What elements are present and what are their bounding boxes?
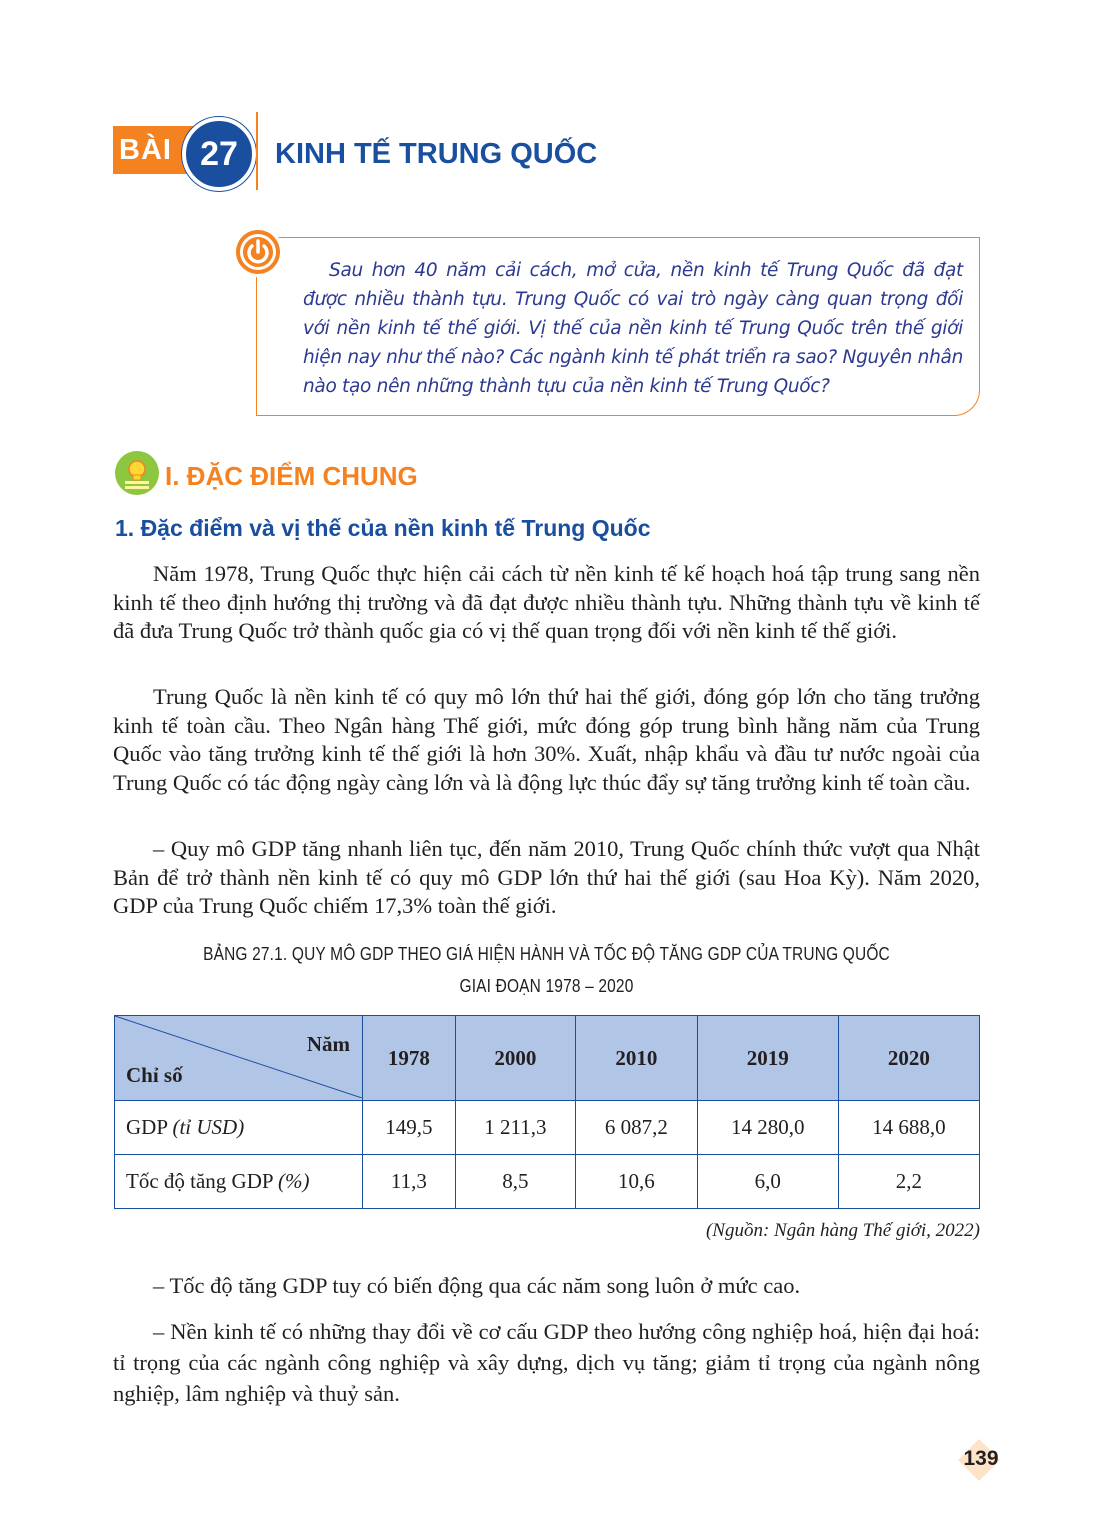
section-title: I. ĐẶC ĐIỂM CHUNG <box>165 461 418 491</box>
lesson-tab: BÀI <box>113 126 193 174</box>
paragraph: Trung Quốc là nền kinh tế có quy mô lớn thứ hai thế giới, đóng góp lớn cho tăng trưởng kinh tế toàn cầu. Theo Ngân hàng Thế giới, mức đóng góp trung bình hằng năm của Trung Quốc vào tăng trưởng kinh tế thế giới là hơn 30%. Xuất, nhập khẩu và đầu tư nước ngoài của Trung Quốc có tác động ngày càng lớn và là động lực thúc đẩy sự tăng trưởng kinh tế toàn cầu. <box>113 684 980 795</box>
year-header: 2019 <box>697 1016 838 1101</box>
paragraph: Năm 1978, Trung Quốc thực hiện cải cách từ nền kinh tế kế hoạch hoá tập trung sang nền kinh tế theo định hướng thị trường và đã đạt được nhiều thành tựu. Những thành tựu về kinh tế đã đưa Trung Quốc trở thành quốc gia có vị thế quan trọng đối với nền kinh tế thế giới. <box>113 561 980 643</box>
table-cell: 6 087,2 <box>576 1101 698 1155</box>
lightbulb-icon <box>114 450 160 496</box>
year-header: 1978 <box>363 1016 456 1101</box>
corner-year-label: Năm <box>306 1032 350 1056</box>
table-source: (Nguồn: Ngân hàng Thế giới, 2022) <box>705 1220 980 1241</box>
table-cell: 14 688,0 <box>838 1101 979 1155</box>
paragraph: – Tốc độ tăng GDP tuy có biến động qua các năm song luôn ở mức cao. <box>153 1273 801 1298</box>
table-caption-period: GIAI ĐOẠN 1978 – 2020 <box>459 976 634 996</box>
table-cell: 2,2 <box>838 1155 979 1209</box>
table-cell: 11,3 <box>363 1155 456 1209</box>
table-cell: 149,5 <box>363 1101 456 1155</box>
table-cell: 14 280,0 <box>697 1101 838 1155</box>
corner-index-label: Chỉ số <box>126 1063 183 1087</box>
lesson-title: KINH TẾ TRUNG QUỐC <box>275 138 598 170</box>
subsection-title: 1. Đặc điểm và vị thế của nền kinh tế Trung Quốc <box>115 515 651 541</box>
header-divider <box>256 112 258 190</box>
table-cell: 1 211,3 <box>455 1101 575 1155</box>
power-icon <box>233 227 283 277</box>
intro-text <box>303 256 963 401</box>
table-corner-cell <box>115 1016 363 1101</box>
year-header: 2000 <box>455 1016 575 1101</box>
row-label <box>115 1155 363 1209</box>
table-cell: 6,0 <box>697 1155 838 1209</box>
row-label-text: GDP <box>126 1115 173 1139</box>
table-header-row <box>115 1016 980 1101</box>
lesson-header <box>113 112 713 190</box>
lesson-number-badge: 27 <box>182 117 256 191</box>
year-header: 2010 <box>576 1016 698 1101</box>
intro-text-content: Sau hơn 40 năm cải cách, mở cửa, nền kinh tế Trung Quốc đã đạt được nhiều thành tựu. Trung Quốc có vai trò ngày càng quan trọng đối với nền kinh tế thế giới. Vị thế của nền kinh tế Trung Quốc trên thế giới hiện nay như thế nào? Các ngành kinh tế phát triển ra sao? Nguyên nhân nào tạo nên những thành tựu của nền kinh tế Trung Quốc? <box>303 260 963 397</box>
row-label-unit: (%) <box>278 1169 310 1193</box>
table-cell: 10,6 <box>576 1155 698 1209</box>
paragraph: – Nền kinh tế có những thay đổi về cơ cấu GDP theo hướng công nghiệp hoá, hiện đại hoá: tỉ trọng của các ngành công nghiệp và xây dựng, dịch vụ tăng; giảm tỉ trọng của ngành nông nghiệp, lâm nghiệp và thuỷ sản. <box>113 1319 980 1406</box>
paragraph: – Quy mô GDP tăng nhanh liên tục, đến năm 2010, Trung Quốc chính thức vượt qua Nhật Bản để trở thành nền kinh tế có quy mô GDP lớn thứ hai thế giới (sau Hoa Kỳ). Năm 2020, GDP của Trung Quốc chiếm 17,3% toàn thế giới. <box>113 836 980 918</box>
row-label-unit: (tỉ USD) <box>172 1115 245 1139</box>
table-cell: 8,5 <box>455 1155 575 1209</box>
row-label <box>115 1101 363 1155</box>
page-number: 139 <box>963 1447 999 1470</box>
row-label-text: Tốc độ tăng GDP <box>126 1169 279 1193</box>
table-row <box>115 1101 980 1155</box>
year-header: 2020 <box>838 1016 979 1101</box>
table-row <box>115 1155 980 1209</box>
gdp-table <box>114 1015 980 1209</box>
section-heading <box>114 450 614 502</box>
table-caption: BẢNG 27.1. QUY MÔ GDP THEO GIÁ HIỆN HÀNH VÀ TỐC ĐỘ TĂNG GDP CỦA TRUNG QUỐC <box>203 944 890 964</box>
